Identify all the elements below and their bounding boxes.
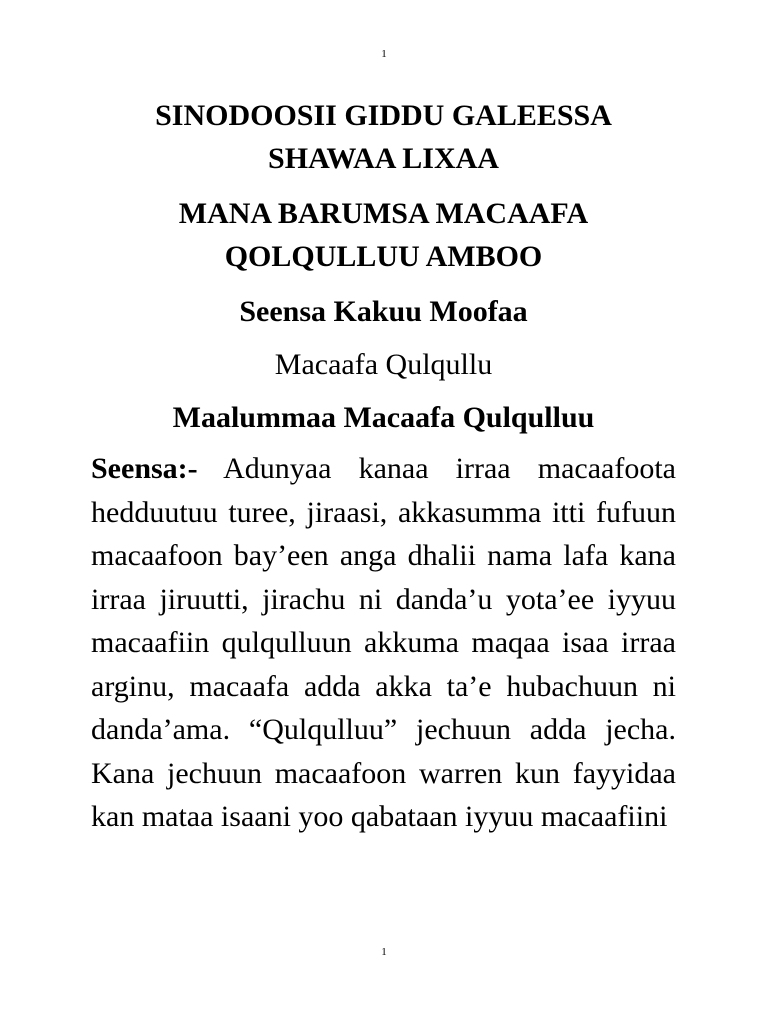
- subject-title: Macaafa Qulqullu: [274, 348, 493, 381]
- institution-title-line-1: SINODOOSII GIDDU GALEESSA: [155, 99, 612, 132]
- section-heading: Maalummaa Macaafa Qulqulluu: [172, 401, 595, 434]
- school-title-line-2: QOLQULLUU AMBOO: [224, 240, 543, 273]
- school-title-line-1: MANA BARUMSA MACAAFA: [178, 197, 589, 230]
- institution-title-line-2: SHAWAA LIXAA: [268, 142, 499, 175]
- course-subtitle: Seensa Kakuu Moofaa: [239, 295, 528, 328]
- document-content: [91, 94, 676, 839]
- page-number-top: 1: [381, 48, 387, 60]
- paragraph-lead: Seensa:-: [91, 452, 198, 485]
- body-paragraph: [91, 447, 676, 839]
- paragraph-text: Adunyaa kanaa irraa macaafoota hedduutuu turee, jiraasi, akkasumma itti fufuun macaafoon bay’een anga dhalii nama lafa kana irraa jiruutti, jirachu ni danda’u yota’ee iyyuu macaafiin qulqulluun akkuma maqaa isaa irraa arginu, macaafa adda akka ta’e hubachuun ni danda’ama. “Qulqulluu” jechuun adda jecha. Kana jechuun macaafoon warren kun fayyidaa kan mataa isaani yoo qabataan iyyuu macaafiini: [91, 452, 676, 833]
- page-number-bottom: 1: [381, 946, 387, 958]
